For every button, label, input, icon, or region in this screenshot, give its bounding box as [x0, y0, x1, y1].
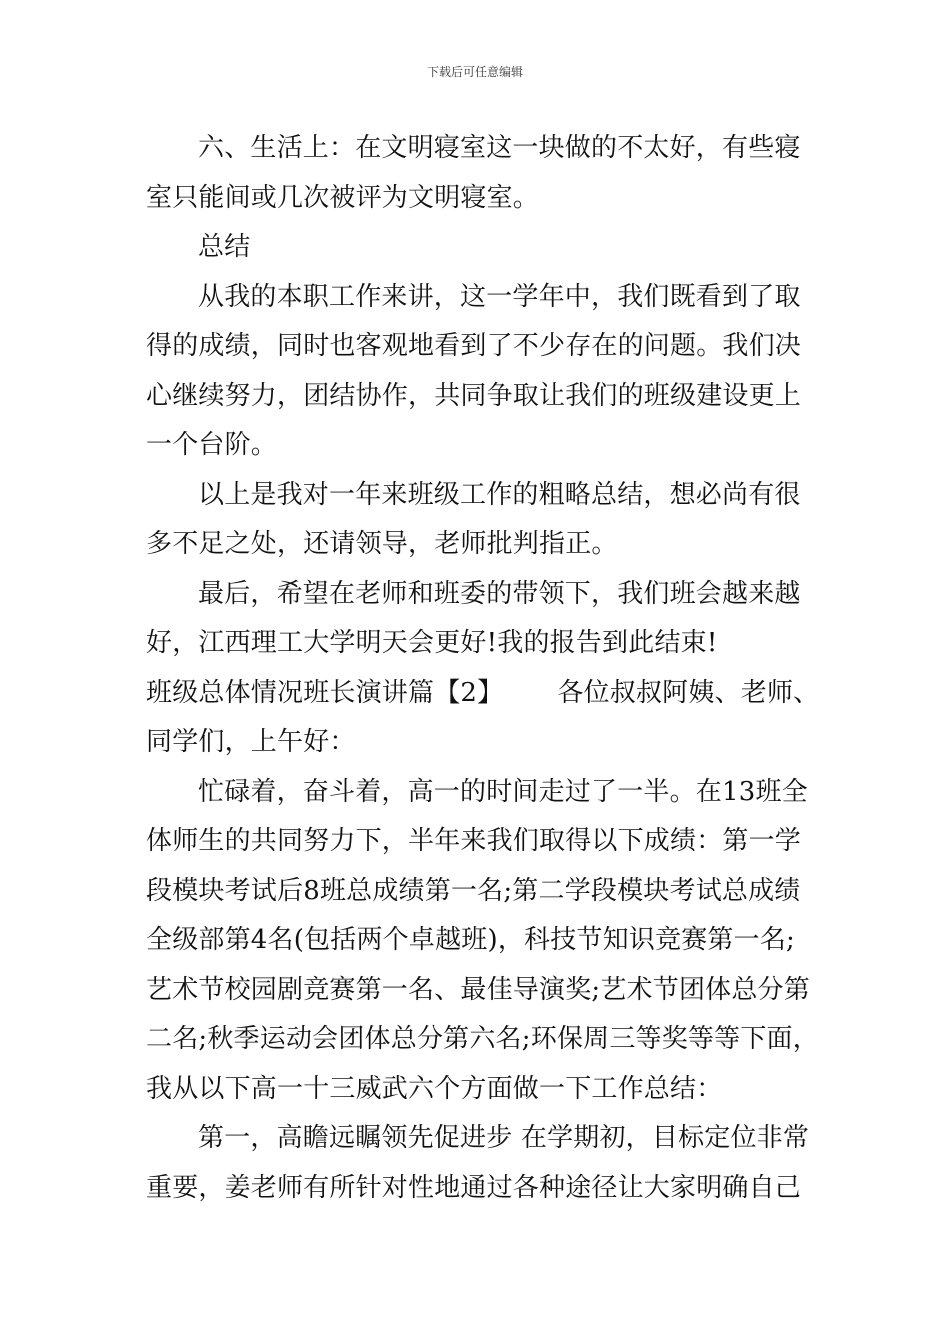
paragraph-line: 段模块考试后8班总成绩第一名;第二学段模块考试总成绩 — [146, 875, 801, 906]
paragraph-line: 多不足之处，还请领导，老师批判指正。 — [146, 529, 618, 559]
paragraph-line: 第一，高瞻远瞩领先促进步 在学期初，目标定位非常 — [198, 1123, 810, 1153]
speech-greeting: 各位叔叔阿姨、老师、 — [557, 677, 820, 708]
paragraph-line: 同学们，上午好： — [146, 727, 356, 757]
paragraph-line: 体师生的共同努力下，半年来我们取得以下成绩：第一学 — [146, 826, 802, 856]
paragraph-line: 好，江西理工大学明天会更好!我的报告到此结束! — [146, 628, 718, 658]
paragraph-line: 全级部第4名(包括两个卓越班)，科技节知识竞赛第一名; — [146, 925, 795, 955]
document-body — [146, 124, 820, 1213]
paragraph-line: 艺术节校园剧竞赛第一名、最佳导演奖;艺术节团体总分第 — [146, 974, 810, 1005]
paragraph-line: 得的成绩，同时也客观地看到了不少存在的问题。我们决 — [146, 331, 802, 361]
paragraph-line: 以上是我对一年来班级工作的粗略总结，想必尚有很 — [198, 479, 801, 510]
paragraph-line: 我从以下高一十三威武六个方面做一下工作总结： — [146, 1073, 723, 1104]
paragraph-line: 室只能间或几次被评为文明寝室。 — [146, 182, 540, 213]
paragraph-line: 一个台阶。 — [146, 430, 278, 460]
speech-title: 班级总体情况班长演讲篇【2】 — [146, 677, 504, 708]
paragraph-line: 最后，希望在老师和班委的带领下，我们班会越来越 — [198, 578, 801, 609]
paragraph-line: 忙碌着，奋斗着，高一的时间走过了一半。在13班全 — [198, 776, 808, 807]
paragraph-line: 从我的本职工作来讲，这一学年中，我们既看到了取 — [198, 281, 801, 312]
paragraph-line: 心继续努力，团结协作，共同争取让我们的班级建设更上 — [146, 380, 802, 411]
paragraph-line: 二名;秋季运动会团体总分第六名;环保周三等奖等等下面， — [146, 1024, 819, 1054]
section-heading: 总结 — [198, 232, 251, 262]
paragraph-line: 重要，姜老师有所针对性地通过各种途径让大家明确自己 — [146, 1172, 802, 1203]
speech-title-line — [146, 669, 820, 719]
paragraph-line: 六、生活上：在文明寝室这一块做的不太好，有些寝 — [198, 133, 801, 163]
header-note: 下载后可任意编辑 — [426, 65, 523, 79]
